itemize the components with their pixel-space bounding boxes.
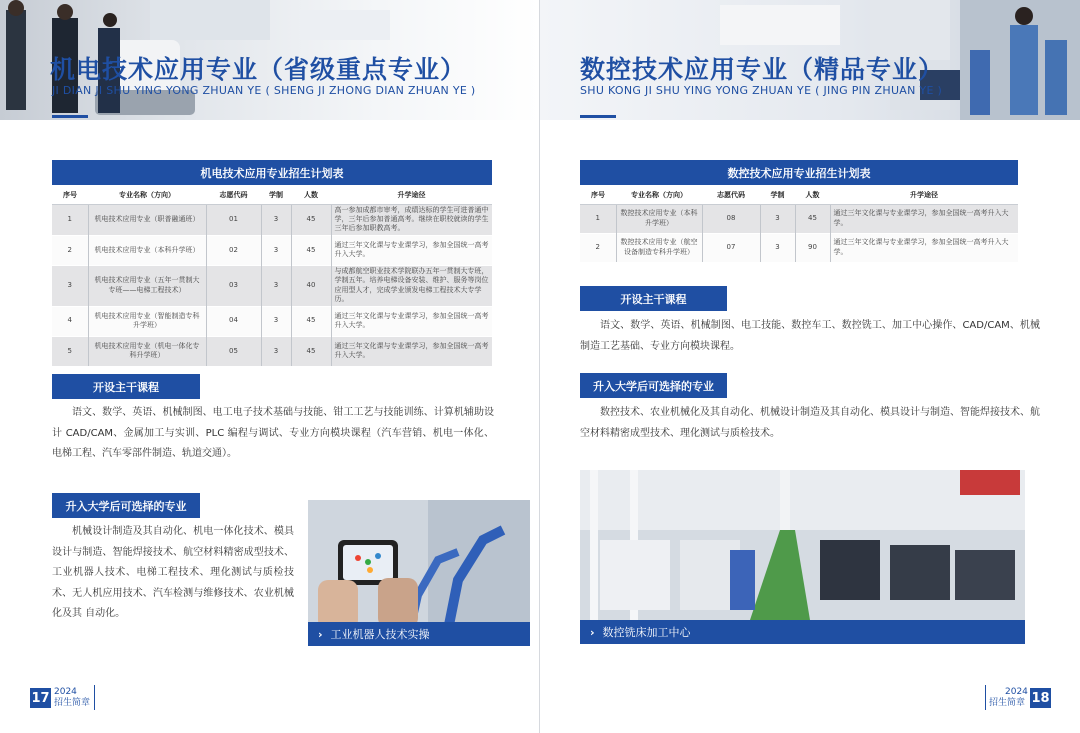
cell-path: 通过三年文化课与专业课学习，参加全国统一高考升入大学。 (331, 336, 492, 366)
course-text: 语文、数学、英语、机械制图、电工技能、数控车工、数控铣工、加工中心操作、CAD/CAM、机械制造工艺基础、专业方向模块课程。 (580, 320, 1040, 352)
page-subtitle: SHU KONG JI SHU YING YONG ZHUAN YE ( JING PIN ZHUAN YE ) (580, 84, 943, 97)
photo-caption (580, 620, 1025, 644)
footer-divider (94, 685, 95, 710)
cell-no: 2 (580, 233, 616, 262)
cell-code: 03 (206, 265, 261, 306)
table-row (52, 336, 492, 366)
cell-major: 机电技术应用专业（智能制造专科升学班） (88, 306, 206, 336)
col-header: 升学途径 (830, 186, 1018, 204)
course-section-label: 开设主干课程 (580, 286, 727, 311)
cell-count: 40 (291, 265, 331, 306)
cell-major: 数控技术应用专业（本科升学班） (616, 204, 702, 233)
chevron-right-icon: › (318, 627, 323, 641)
cnc-workshop-photo (580, 470, 1025, 620)
col-header: 序号 (580, 186, 616, 204)
col-header: 学制 (261, 186, 291, 204)
right-page (540, 0, 1080, 733)
booklet-name: 招生简章 (989, 698, 1026, 708)
cell-path: 通过三年文化课与专业课学习，参加全国统一高考升入大学。 (830, 233, 1018, 262)
table-title: 机电技术应用专业招生计划表 (52, 160, 492, 185)
page-number: 18 (1030, 688, 1051, 708)
cell-years: 3 (261, 235, 291, 265)
cell-major: 机电技术应用专业（职普融通班） (88, 204, 206, 235)
table-row (52, 306, 492, 336)
col-header: 人数 (795, 186, 830, 204)
cell-no: 2 (52, 235, 88, 265)
cell-count: 45 (291, 336, 331, 366)
university-section-label: 升入大学后可选择的专业 (52, 493, 200, 518)
enrollment-table (52, 186, 492, 366)
booklet-name: 招生简章 (54, 698, 91, 708)
enrollment-table (580, 186, 1018, 262)
cell-count: 90 (795, 233, 830, 262)
page-title: 数控技术应用专业（精品专业） (580, 55, 945, 84)
cell-years: 3 (261, 204, 291, 235)
col-header: 学制 (760, 186, 795, 204)
booklet-year: 2024 (1005, 687, 1028, 697)
cell-years: 3 (760, 204, 795, 233)
table-row (52, 204, 492, 235)
university-section-label: 升入大学后可选择的专业 (580, 373, 727, 398)
col-header: 志愿代码 (206, 186, 261, 204)
cell-code: 05 (206, 336, 261, 366)
footer-divider (985, 685, 986, 710)
table-row (580, 204, 1018, 233)
cell-no: 4 (52, 306, 88, 336)
cell-path: 通过三年文化课与专业课学习，参加全国统一高考升入大学。 (830, 204, 1018, 233)
cell-code: 01 (206, 204, 261, 235)
cnc-machines-photo-art (580, 470, 1025, 620)
booklet-year: 2024 (54, 687, 77, 697)
page-number: 17 (30, 688, 51, 708)
col-header: 序号 (52, 186, 88, 204)
course-text: 语文、数学、英语、机械制图、电工电子技术基础与技能、钳工工艺与技能训练、计算机辅助设计 CAD/CAM、金属加工与实训、PLC 编程与调试、专业方向模块课程（汽车营销、机电一体化、电梯工程、汽车零部件制造、轨道交通）。 (52, 407, 494, 459)
cell-years: 3 (261, 265, 291, 306)
photo-caption-text: 工业机器人技术实操 (330, 628, 430, 641)
col-header: 专业名称（方向） (88, 186, 206, 204)
photo-caption (308, 622, 530, 646)
university-text: 机械设计制造及其自动化、机电一体化技术、模具设计与制造、智能焊接技术、航空材料精密成型技术、工业机器人技术、电梯工程技术、理化测试与质检技术、无人机应用技术、汽车检测与维修技术、农业机械化及其 自动化。 (52, 526, 294, 619)
course-section-label: 开设主干课程 (52, 374, 200, 399)
cell-major: 机电技术应用专业（机电一体化专科升学班） (88, 336, 206, 366)
cell-count: 45 (795, 204, 830, 233)
cell-path: 高一参加成都市审考，成绩达标的学生可进普通中学，三年后参加普通高考。继续在职校就读的学生三年后参加职教高考。 (331, 204, 492, 235)
cell-code: 08 (702, 204, 760, 233)
cell-count: 45 (291, 204, 331, 235)
table-row (52, 235, 492, 265)
table-row (52, 265, 492, 306)
cell-code: 02 (206, 235, 261, 265)
cell-years: 3 (261, 336, 291, 366)
cell-no: 1 (580, 204, 616, 233)
cell-years: 3 (760, 233, 795, 262)
col-header: 专业名称（方向） (616, 186, 702, 204)
col-header: 志愿代码 (702, 186, 760, 204)
cell-major: 数控技术应用专业（航空设备制造专科升学班） (616, 233, 702, 262)
cell-no: 3 (52, 265, 88, 306)
table-row (580, 233, 1018, 262)
cell-no: 5 (52, 336, 88, 366)
cell-code: 04 (206, 306, 261, 336)
cell-path: 通过三年文化课与专业课学习，参加全国统一高考升入大学。 (331, 306, 492, 336)
table-header-row (52, 186, 492, 204)
chevron-right-icon: › (590, 625, 595, 639)
col-header: 人数 (291, 186, 331, 204)
col-header: 升学途径 (331, 186, 492, 204)
page-title: 机电技术应用专业（省级重点专业） (50, 55, 467, 84)
cell-count: 45 (291, 306, 331, 336)
cell-count: 45 (291, 235, 331, 265)
cell-major: 机电技术应用专业（本科升学班） (88, 235, 206, 265)
cell-major: 机电技术应用专业（五年一贯制大专班——电梯工程技术） (88, 265, 206, 306)
accent-bar (52, 115, 88, 118)
cell-path: 与成都航空职业技术学院联办五年一贯制大专班，学制五年。培养电梯设备安装、维护、服务等岗位应用型人才，完成学业颁发电梯工程技术大专学历。 (331, 265, 492, 306)
table-title: 数控技术应用专业招生计划表 (580, 160, 1018, 185)
table-header-row (580, 186, 1018, 204)
photo-caption-text: 数控铣床加工中心 (602, 626, 691, 639)
cell-code: 07 (702, 233, 760, 262)
cell-years: 3 (261, 306, 291, 336)
page-subtitle: JI DIAN JI SHU YING YONG ZHUAN YE ( SHENG JI ZHONG DIAN ZHUAN YE ) (52, 84, 476, 97)
header-photo (540, 0, 1080, 120)
cell-path: 通过三年文化课与专业课学习，参加全国统一高考升入大学。 (331, 235, 492, 265)
accent-bar (580, 115, 616, 118)
header-photo (0, 0, 540, 120)
university-text: 数控技术、农业机械化及其自动化、机械设计制造及其自动化、模具设计与制造、智能焊接技术、航空材料精密成型技术、理化测试与质检技术。 (580, 407, 1040, 439)
cell-no: 1 (52, 204, 88, 235)
